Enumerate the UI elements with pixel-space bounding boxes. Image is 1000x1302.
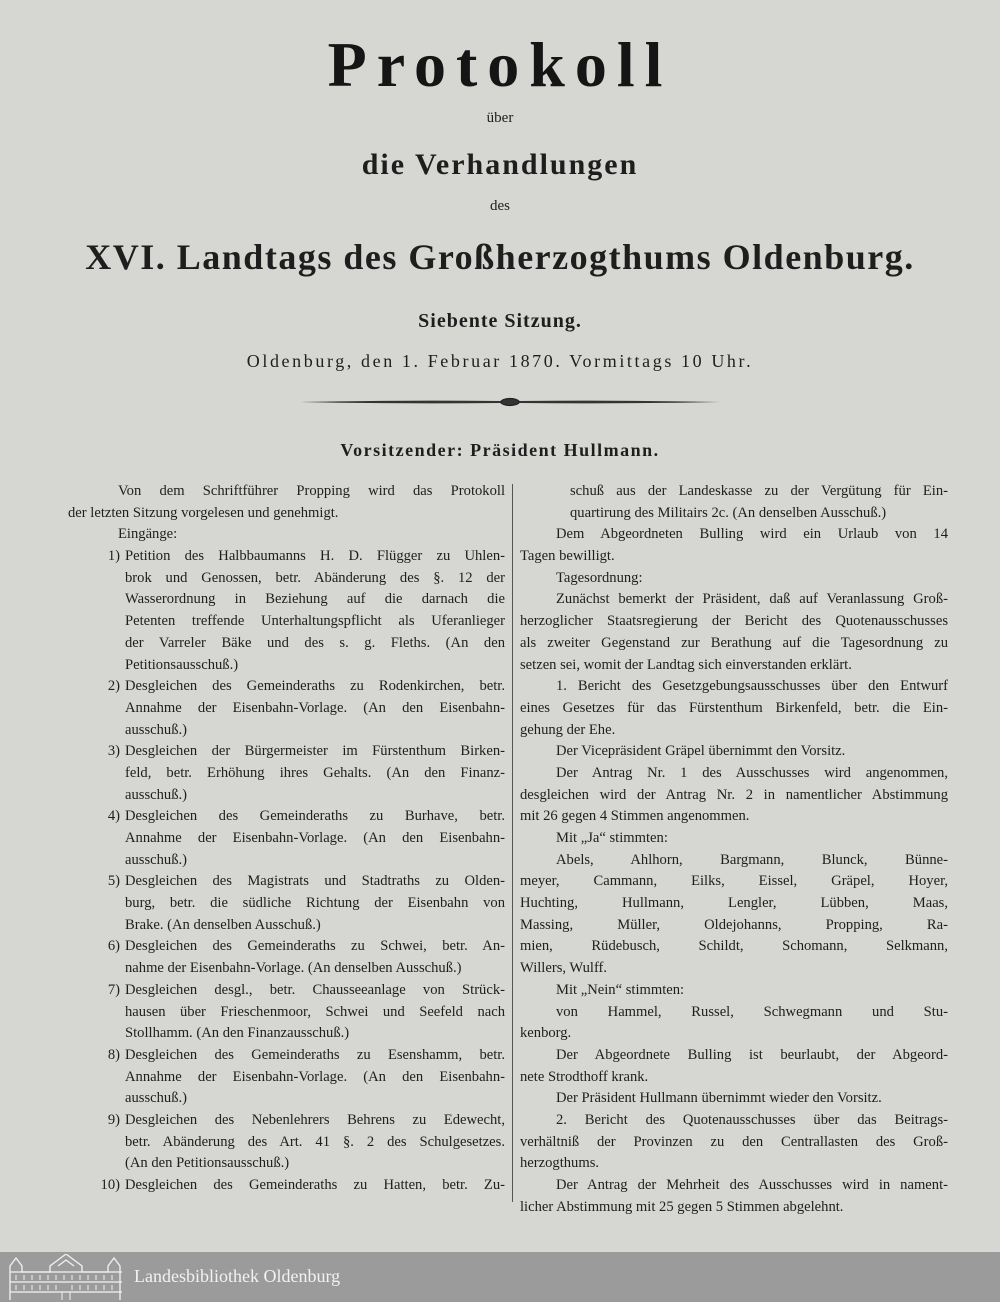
item-line: Desgleichen des Gemeinderaths zu Rodenkirchen, betr.	[125, 678, 505, 695]
item-line: Desgleichen des Gemeinderaths zu Hatten, betr. Zu-	[125, 1177, 505, 1193]
paragraph-line: kenborg.	[520, 1025, 572, 1042]
subtitle-verhandlungen: die Verhandlungen	[361, 148, 639, 181]
item-line: Desgleichen der Bürgermeister im Fürstenthum Birken-	[125, 743, 505, 760]
subtitle-ueber: über	[486, 110, 514, 126]
paragraph-line: schuß aus der Landeskasse zu der Vergütung für Ein-	[570, 483, 948, 499]
paragraph-line: Der Antrag der Mehrheit des Ausschusses wird in nament-	[556, 1177, 948, 1193]
paragraph-line: Der Abgeordnete Bulling ist beurlaubt, der Abgeord-	[556, 1046, 948, 1063]
item-line: Desgleichen des Gemeinderaths zu Esenshamm, betr.	[125, 1046, 505, 1063]
petition-item	[68, 980, 505, 1045]
item-line: brok und Genossen, betr. Abänderung des §. 12 der	[125, 569, 505, 586]
column-divider	[512, 484, 513, 1202]
paragraph-line: mit 26 gegen 4 Stimmen angenommen.	[520, 808, 750, 825]
item-line: Petitionsausschuß.)	[125, 656, 239, 673]
item-line: (An den Petitionsausschuß.)	[125, 1155, 290, 1172]
item-number: 9)	[107, 1111, 120, 1128]
petition-item	[68, 676, 505, 741]
paragraph	[520, 763, 948, 828]
paragraph-line: von Hammel, Russel, Schwegmann und Stu-	[556, 1003, 948, 1020]
item-line: ausschuß.)	[125, 721, 188, 738]
paragraph-line: desgleichen wird der Antrag Nr. 2 in namentlicher Abstimmung	[520, 786, 948, 803]
item-line: Annahme der Eisenbahn-Vorlage. (An den Eisenbahn-	[125, 1068, 505, 1085]
paragraph	[520, 980, 948, 1002]
library-building-icon	[8, 1254, 124, 1300]
item-line: Desgleichen des Gemeinderaths zu Burhave, betr.	[125, 808, 505, 825]
paragraph	[520, 676, 948, 741]
paragraph	[520, 741, 948, 763]
paragraph-line: Massing, Müller, Oldejohanns, Propping, Ra-	[520, 916, 948, 933]
paragraph-line: herzogthums.	[520, 1155, 600, 1172]
intro-line: der letzten Sitzung vorgelesen und genehmigt.	[68, 504, 339, 521]
session-heading: Siebente Sitzung.	[418, 310, 582, 332]
item-line: burg, betr. die südliche Richtung der Eisenbahn von	[125, 895, 505, 912]
dateline: Oldenburg, den 1. Februar 1870. Vormittags 10 Uhr.	[246, 351, 754, 371]
paragraph	[520, 850, 948, 980]
item-line: Petition des Halbbaumanns H. D. Flügger zu Uhlen-	[125, 548, 505, 565]
item-number: 7)	[107, 981, 120, 998]
petition-item	[68, 1175, 505, 1197]
ornament-divider	[300, 396, 720, 408]
paragraph-line: eines Gesetzes für das Fürstenthum Birkenfeld, betr. die Ein-	[520, 699, 948, 716]
paragraph	[520, 1045, 948, 1088]
paragraph-line: Zunächst bemerkt der Präsident, daß auf Veranlassung Groß-	[556, 591, 948, 608]
library-name: Landesbibliothek Oldenburg	[134, 1266, 341, 1286]
paragraph-line: gehung der Ehe.	[520, 721, 616, 738]
item-number: 2)	[107, 678, 120, 695]
paragraph	[520, 828, 948, 850]
paragraph-line: herzoglicher Staatsregierung der Bericht des Quotenausschusses	[520, 613, 948, 630]
paragraph	[520, 589, 948, 676]
petition-item	[68, 936, 505, 979]
document-title: Protokoll	[327, 29, 673, 100]
item-number: 4)	[107, 808, 120, 825]
right-column	[520, 481, 948, 1218]
item-line: betr. Abänderung des Art. 41 §. 2 des Schulgesetzes.	[125, 1133, 505, 1150]
paragraph	[520, 481, 948, 524]
item-number: 5)	[107, 873, 120, 890]
paragraph	[520, 524, 948, 567]
petition-item	[68, 546, 505, 676]
intro-line: Von dem Schriftführer Propping wird das Protokoll	[118, 483, 505, 499]
paragraph-line: Huchting, Hullmann, Lengler, Lübben, Maas,	[520, 895, 948, 912]
item-number: 6)	[107, 938, 120, 955]
paragraph-line: als zweiter Gegenstand zur Berathung auf die Tagesordnung zu	[520, 634, 948, 651]
paragraph-line: setzen sei, womit der Landtag sich einverstanden erklärt.	[520, 656, 852, 673]
paragraph	[520, 1088, 948, 1110]
item-line: Wasserordnung in Beziehung auf die darnach die	[125, 591, 505, 608]
item-line: Brake. (An denselben Ausschuß.)	[125, 916, 321, 933]
paragraph-line: meyer, Cammann, Eilks, Eissel, Gräpel, Hoyer,	[520, 873, 948, 890]
landtag-heading: XVI. Landtags des Großherzogthums Oldenburg.	[85, 237, 915, 277]
item-number: 10)	[100, 1177, 120, 1193]
item-number: 1)	[107, 548, 120, 565]
paragraph-line: Tagen bewilligt.	[520, 548, 615, 565]
paragraph-line: 2. Bericht des Quotenausschusses über das Beitrags-	[556, 1111, 948, 1128]
item-line: Annahme der Eisenbahn-Vorlage. (An den Eisenbahn-	[125, 699, 505, 716]
paragraph-line: Der Vicepräsident Gräpel übernimmt den Vorsitz.	[556, 743, 846, 760]
paragraph-line: Dem Abgeordneten Bulling wird ein Urlaub von 14	[556, 526, 948, 543]
paragraph-line: licher Abstimmung mit 25 gegen 5 Stimmen abgelehnt.	[520, 1198, 844, 1215]
item-line: feld, betr. Erhöhung ihres Gehalts. (An den Finanz-	[125, 764, 505, 781]
chair-line: Vorsitzender: Präsident Hullmann.	[340, 440, 660, 460]
item-line: Stollhamm. (An den Finanzausschuß.)	[125, 1025, 350, 1042]
item-line: der Varreler Bäke und des s. g. Fleths. (An den	[125, 634, 505, 651]
paragraph-line: Mit „Nein“ stimmten:	[556, 981, 685, 998]
item-line: nahme der Eisenbahn-Vorlage. (An denselben Ausschuß.)	[125, 960, 462, 977]
item-line: ausschuß.)	[125, 786, 188, 803]
item-number: 3)	[107, 743, 120, 760]
left-column	[68, 481, 505, 1197]
paragraph-line: verhältniß der Provinzen zu den Centrallasten des Groß-	[520, 1133, 948, 1150]
paragraph	[520, 1175, 948, 1218]
section-heading-eingaenge: Eingänge:	[118, 526, 178, 543]
paragraph-line: Mit „Ja“ stimmten:	[556, 830, 668, 846]
paragraph-line: Willers, Wulff.	[520, 960, 608, 977]
item-line: Desgleichen desgl., betr. Chausseeanlage von Strück-	[125, 981, 505, 998]
paragraph-line: nete Strodthoff krank.	[520, 1068, 649, 1085]
paragraph-line: Der Präsident Hullmann übernimmt wieder den Vorsitz.	[556, 1090, 882, 1107]
petition-item	[68, 871, 505, 936]
paragraph	[520, 1110, 948, 1175]
paragraph-line: mien, Rüdebusch, Schildt, Schomann, Selkmann,	[520, 938, 948, 955]
item-number: 8)	[107, 1046, 120, 1063]
library-footer	[0, 1252, 1000, 1302]
item-line: Desgleichen des Nebenlehrers Behrens zu Edewecht,	[125, 1111, 505, 1128]
item-line: Desgleichen des Magistrats und Stadtraths zu Olden-	[125, 873, 505, 890]
paragraph-line: quartirung des Militairs 2c. (An denselben Ausschuß.)	[570, 504, 887, 521]
subtitle-des: des	[490, 198, 510, 214]
item-line: Petenten treffende Unterhaltungspflicht als Uferanlieger	[125, 613, 505, 630]
petition-item	[68, 741, 505, 806]
petition-item	[68, 1110, 505, 1175]
paragraph-line: Tagesordnung:	[556, 569, 643, 586]
item-line: hausen über Frieschenmoor, Schwei und Seefeld nach	[125, 1003, 505, 1020]
item-line: ausschuß.)	[125, 851, 188, 868]
paragraph	[520, 1002, 948, 1045]
paragraph-line: Abels, Ahlhorn, Bargmann, Blunck, Bünne-	[556, 851, 948, 868]
petition-item	[68, 1045, 505, 1110]
paragraph-line: 1. Bericht des Gesetzgebungsausschusses über den Entwurf	[556, 678, 948, 695]
item-line: ausschuß.)	[125, 1090, 188, 1107]
petition-item	[68, 806, 505, 871]
item-line: Annahme der Eisenbahn-Vorlage. (An den Eisenbahn-	[125, 830, 505, 846]
paragraph-line: Der Antrag Nr. 1 des Ausschusses wird angenommen,	[556, 764, 948, 781]
paragraph	[520, 568, 948, 590]
item-line: Desgleichen des Gemeinderaths zu Schwei, betr. An-	[125, 938, 505, 955]
